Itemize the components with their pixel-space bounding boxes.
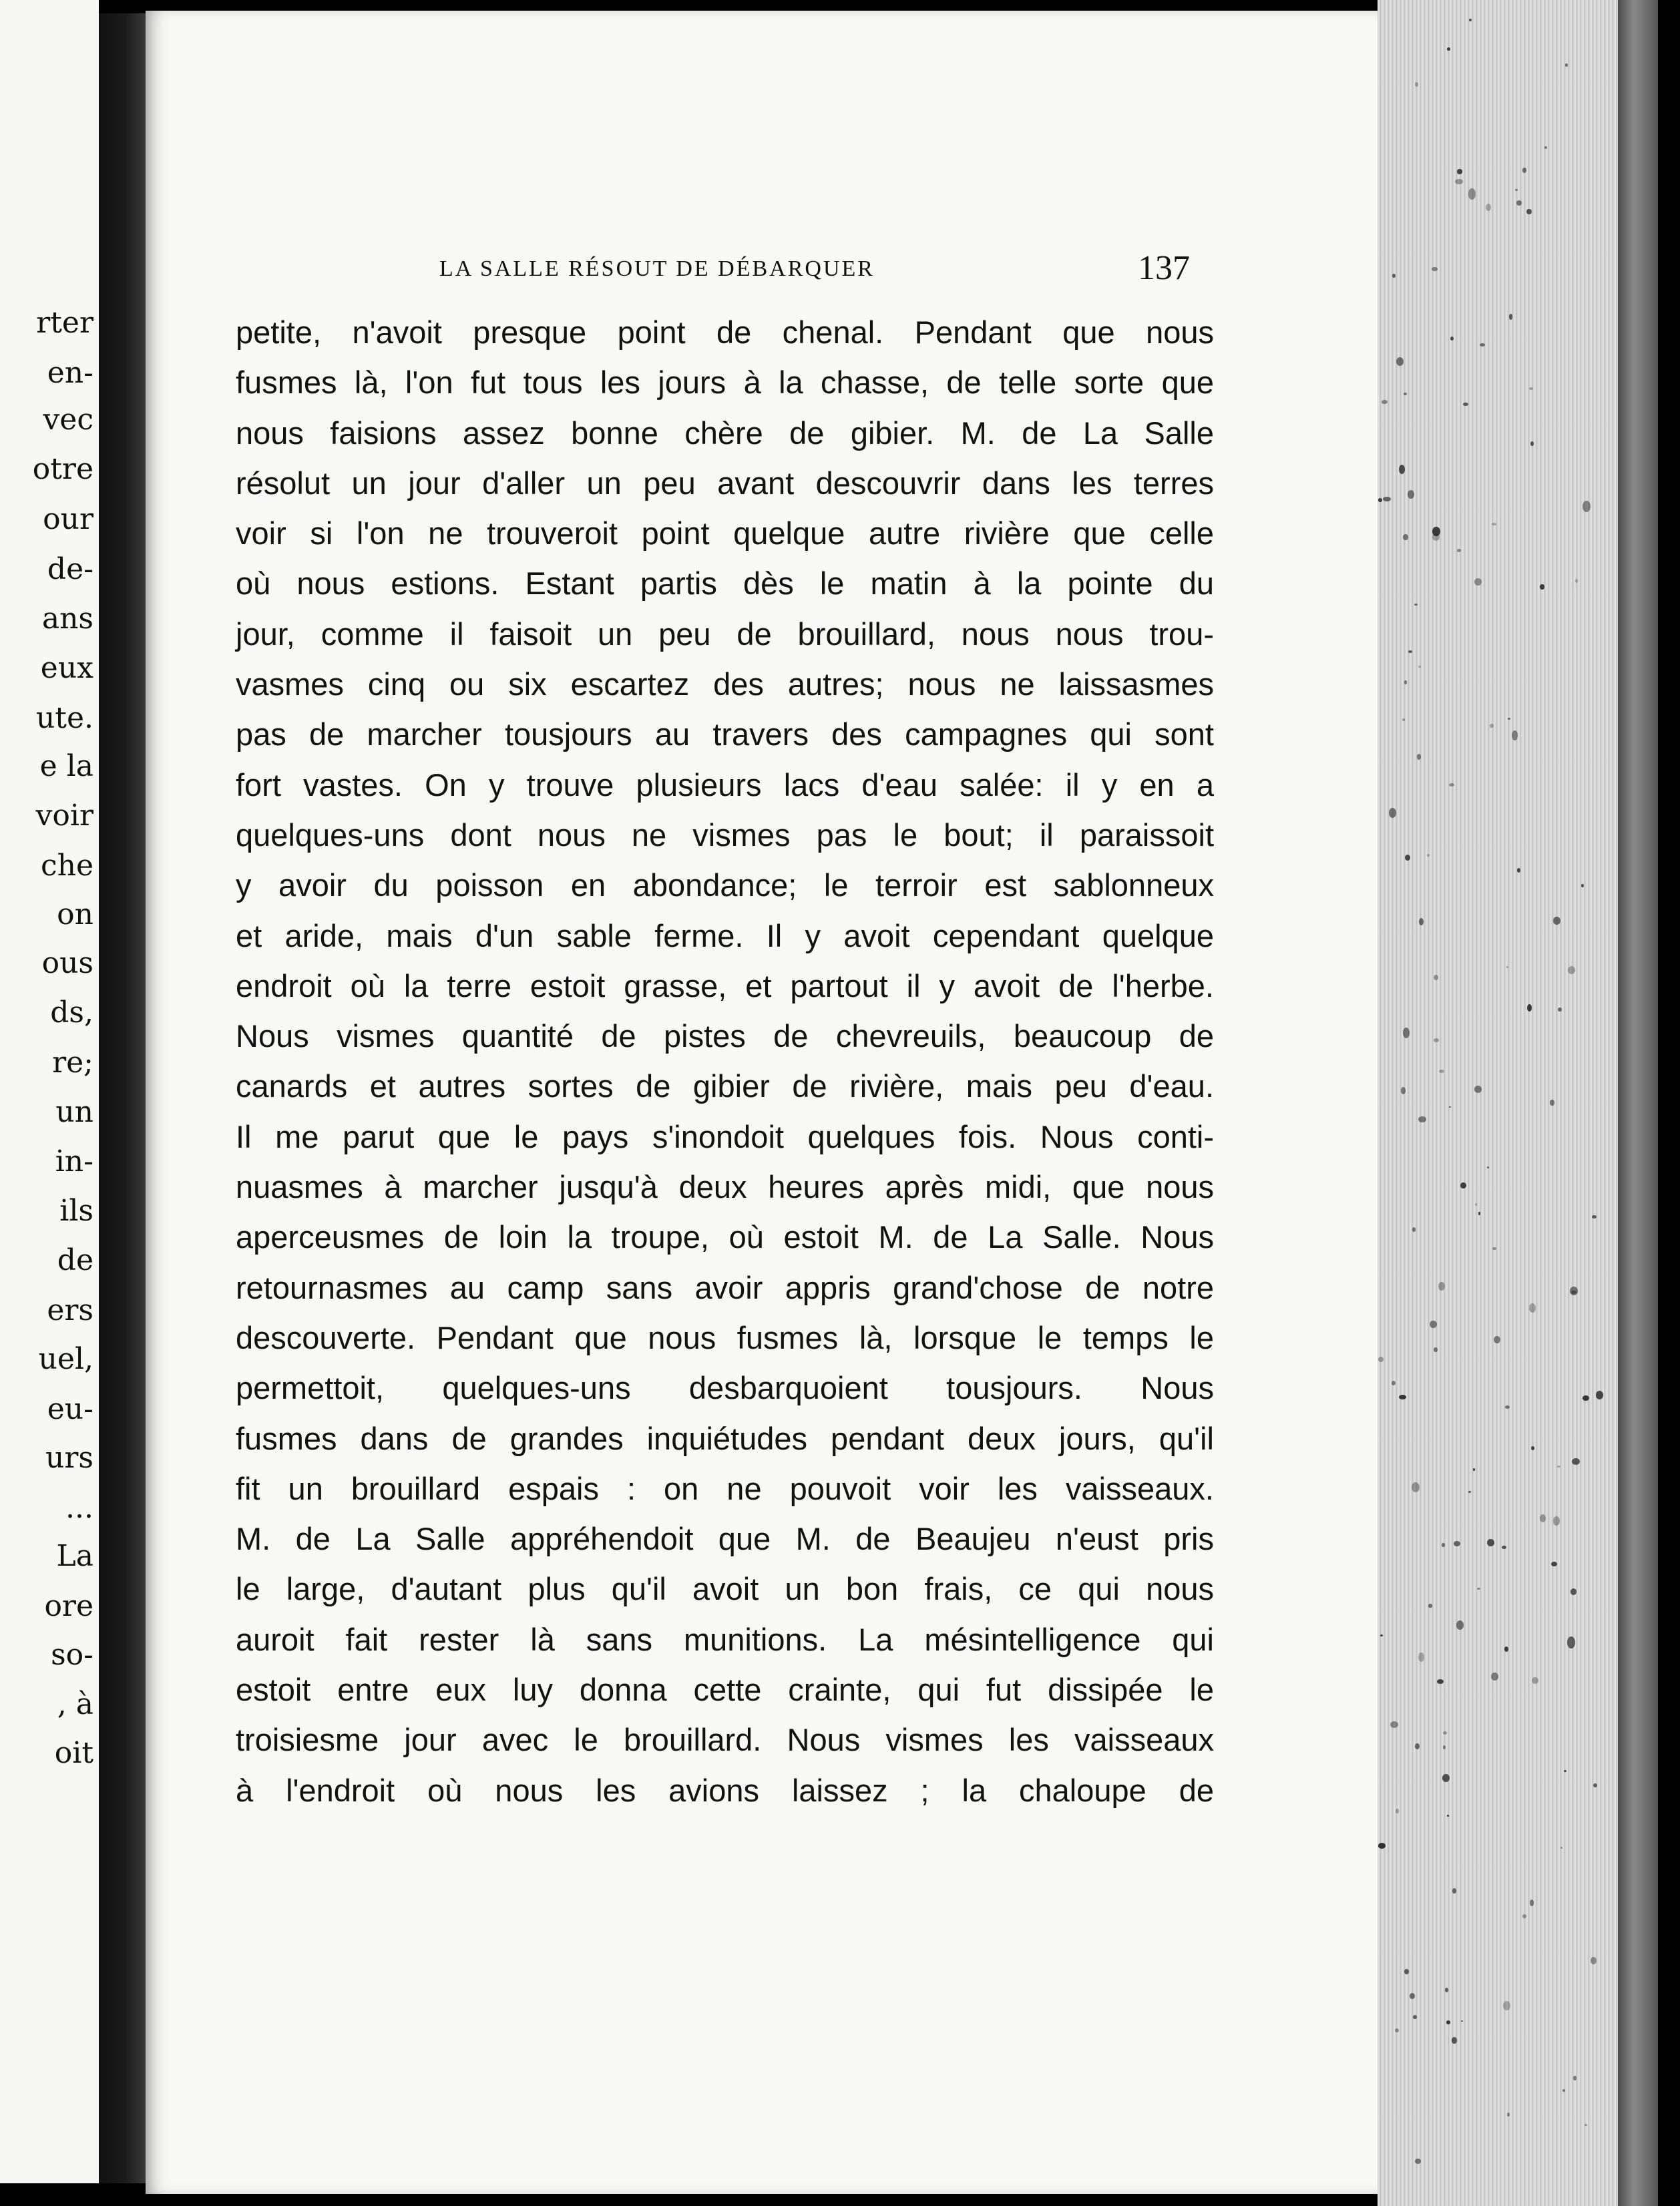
- paper-speck: [1456, 1620, 1464, 1630]
- previous-page-line-fragment: ers: [47, 1293, 93, 1327]
- previous-page-line-fragment: oit: [54, 1736, 93, 1770]
- previous-page-line-fragment: che: [40, 849, 93, 883]
- paper-speck: [1414, 604, 1417, 606]
- previous-page-line-fragment: uel,: [38, 1342, 93, 1376]
- previous-page-line-fragment: ans: [41, 602, 93, 636]
- previous-page-fragment: [0, 0, 99, 2183]
- paper-speck: [1383, 497, 1391, 501]
- paper-speck: [1418, 1652, 1424, 1662]
- paper-speck: [1550, 1100, 1554, 1106]
- paper-speck: [1515, 189, 1518, 191]
- paper-speck: [1404, 680, 1408, 684]
- paper-speck: [1592, 1215, 1597, 1219]
- text-line: fort vastes. On y trouve plusieurs lacs d'eau salée: il y en a: [236, 766, 1214, 803]
- paper-speck: [1491, 1673, 1498, 1681]
- text-line: le large, d'autant plus qu'il avoit un bon frais, ce qui nous: [236, 1571, 1214, 1607]
- paper-speck: [1560, 1847, 1562, 1849]
- paper-speck: [1527, 1004, 1532, 1012]
- previous-page-line-fragment: ils: [59, 1194, 93, 1228]
- paper-speck: [1382, 400, 1388, 403]
- text-line: canards et autres sortes de gibier de rivière, mais peu d'eau.: [236, 1068, 1214, 1104]
- paper-speck: [1418, 1116, 1426, 1122]
- paper-speck: [1570, 1287, 1578, 1295]
- paper-speck: [1562, 2089, 1565, 2092]
- text-line: retournasmes au camp sans avoir appris grand'chose de notre: [236, 1269, 1214, 1305]
- paper-speck: [1557, 1466, 1560, 1468]
- paper-speck: [1434, 975, 1438, 980]
- previous-page-line-fragment: , à: [57, 1687, 93, 1721]
- paper-speck: [1396, 357, 1404, 366]
- paper-speck: [1463, 403, 1468, 406]
- paper-speck: [1490, 724, 1493, 727]
- previous-page-line-fragment: e la: [39, 749, 93, 783]
- paper-speck: [1396, 1809, 1398, 1813]
- running-head: [439, 249, 1267, 292]
- paper-speck: [1516, 200, 1522, 206]
- paper-speck: [1449, 1106, 1451, 1108]
- previous-page-line-fragment: ...: [65, 1491, 93, 1525]
- paper-speck: [1468, 188, 1476, 199]
- paper-speck: [1442, 1774, 1449, 1782]
- paper-speck: [1408, 650, 1412, 653]
- paper-speck: [1565, 63, 1568, 67]
- paper-speck: [1455, 179, 1462, 184]
- paper-speck: [1570, 1588, 1577, 1594]
- paper-speck: [1389, 808, 1396, 817]
- text-line: auroit fait rester là sans munitions. La mésintelligence qui: [236, 1621, 1214, 1657]
- paper-speck: [1507, 2113, 1510, 2117]
- paper-speck: [1450, 337, 1454, 341]
- paper-speck: [1428, 1604, 1432, 1607]
- paper-speck: [1492, 523, 1496, 525]
- paper-speck: [1596, 1391, 1603, 1399]
- text-line: fusmes dans de grandes inquiétudes pendant deux jours, qu'il: [236, 1420, 1214, 1456]
- paper-speck: [1434, 1347, 1437, 1352]
- paper-speck: [1544, 146, 1547, 149]
- paper-speck: [1591, 1957, 1596, 1964]
- text-line: et aride, mais d'un sable ferme. Il y avoit cependant quelque: [236, 917, 1214, 953]
- previous-page-line-fragment: our: [43, 502, 93, 536]
- previous-page-line-fragment: de-: [47, 552, 93, 586]
- paper-speck: [1540, 1514, 1546, 1523]
- paper-speck: [1404, 393, 1408, 395]
- previous-page-line-fragment: La: [56, 1539, 93, 1573]
- paper-speck: [1583, 501, 1591, 511]
- paper-speck: [1508, 718, 1510, 720]
- page-edges-shadow: [1618, 0, 1658, 2206]
- paper-speck: [1432, 267, 1438, 271]
- paper-speck: [1505, 1405, 1510, 1409]
- paper-speck: [1460, 1182, 1466, 1188]
- book-page: [146, 11, 1378, 2194]
- text-line: y avoir du poisson en abondance; le terroir est sablonneux: [236, 867, 1214, 903]
- paper-speck: [1553, 917, 1560, 925]
- text-line: Il me parut que le pays s'inondoit quelques fois. Nous conti-: [236, 1118, 1214, 1154]
- paper-speck: [1446, 2020, 1450, 2024]
- book-gutter: [99, 13, 146, 2183]
- text-line: quelques-uns dont nous ne vismes pas le bout; il paraissoit: [236, 817, 1214, 853]
- previous-page-line-fragment: on: [57, 897, 93, 931]
- paper-speck: [1568, 966, 1575, 974]
- paper-speck: [1585, 2124, 1588, 2126]
- paper-speck: [1404, 1969, 1410, 1974]
- paper-speck: [1457, 549, 1461, 552]
- previous-page-line-fragment: vec: [43, 403, 93, 437]
- body-text: [236, 307, 1214, 1815]
- paper-speck: [1509, 314, 1513, 320]
- paper-speck: [1417, 754, 1422, 760]
- paper-speck: [1567, 1636, 1575, 1648]
- paper-speck: [1415, 82, 1418, 87]
- paper-speck: [1380, 1634, 1383, 1636]
- paper-speck: [1390, 1721, 1398, 1728]
- paper-speck: [1474, 1086, 1482, 1093]
- paper-speck: [1392, 274, 1396, 278]
- paper-speck: [1474, 578, 1482, 586]
- text-line: nous faisions assez bonne chère de gibier. M. de La Salle: [236, 415, 1214, 451]
- text-line: pas de marcher tousjours au travers des campagnes qui sont: [236, 716, 1214, 752]
- paper-speck: [1530, 1900, 1534, 1906]
- paper-speck: [1573, 2076, 1577, 2080]
- paper-speck: [1583, 1395, 1589, 1401]
- paper-speck: [1445, 1988, 1448, 1992]
- paper-speck: [1432, 527, 1440, 536]
- paper-speck: [1442, 1543, 1445, 1548]
- paper-speck: [1401, 1087, 1406, 1094]
- paper-speck: [1540, 584, 1544, 590]
- paper-speck: [1378, 498, 1382, 502]
- paper-speck: [1532, 1677, 1538, 1684]
- paper-speck: [1551, 1562, 1557, 1566]
- paper-speck: [1412, 1482, 1420, 1492]
- previous-page-line-fragment: ous: [41, 946, 93, 980]
- previous-page-line-fragment: ore: [44, 1589, 93, 1623]
- paper-speck: [1478, 1212, 1481, 1215]
- paper-speck: [1402, 718, 1405, 721]
- paper-speck: [1419, 918, 1424, 925]
- previous-page-line-fragment: rter: [36, 306, 93, 340]
- paper-speck: [1522, 1914, 1526, 1918]
- paper-speck: [1492, 1247, 1496, 1251]
- paper-speck: [1504, 1646, 1508, 1652]
- previous-page-line-fragment: urs: [45, 1441, 93, 1475]
- paper-speck: [1447, 1815, 1449, 1817]
- text-line: petite, n'avoit presque point de chenal. Pendant que nous: [236, 314, 1214, 350]
- paper-speck: [1461, 2020, 1464, 2022]
- paper-speck: [1405, 855, 1410, 861]
- previous-page-line-fragment: de: [57, 1243, 93, 1277]
- paper-speck: [1403, 1028, 1410, 1038]
- paper-speck: [1531, 1446, 1534, 1450]
- paper-speck: [1399, 1395, 1407, 1399]
- paper-speck: [1502, 1546, 1506, 1549]
- paper-speck: [1443, 1731, 1447, 1735]
- paper-speck: [1522, 168, 1526, 173]
- text-line: fusmes là, l'on fut tous les jours à la chasse, de telle sorte que: [236, 365, 1214, 401]
- text-line: où nous estions. Estant partis dès le matin à la pointe du: [236, 566, 1214, 602]
- paper-speck: [1413, 2015, 1417, 2019]
- text-line: M. de La Salle appréhendoit que M. de Beaujeu n'eust pris: [236, 1521, 1214, 1557]
- text-line: jour, comme il faisoit un peu de brouillard, nous nous trou-: [236, 616, 1214, 652]
- running-title: LA SALLE RÉSOUT DE DÉBARQUER: [439, 256, 875, 281]
- paper-speck: [1512, 730, 1518, 740]
- paper-speck: [1503, 2001, 1510, 2010]
- text-line: voir si l'on ne trouveroit point quelque autre rivière que celle: [236, 515, 1214, 552]
- paper-speck: [1449, 783, 1454, 787]
- previous-page-line-fragment: ds,: [50, 996, 93, 1030]
- paper-speck: [1477, 1588, 1481, 1590]
- paper-speck: [1439, 1070, 1444, 1073]
- previous-page-line-fragment: un: [55, 1095, 93, 1129]
- paper-speck: [1575, 579, 1578, 583]
- paper-speck: [1530, 441, 1534, 446]
- paper-speck: [1486, 204, 1491, 210]
- previous-page-line-fragment: so-: [51, 1638, 93, 1672]
- text-line: endroit où la terre estoit grasse, et partout il y avoit de l'herbe.: [236, 967, 1214, 1004]
- paper-speck: [1473, 1468, 1476, 1470]
- paper-speck: [1378, 1843, 1386, 1848]
- paper-speck: [1418, 666, 1421, 668]
- paper-speck: [1437, 1679, 1444, 1684]
- paper-speck: [1517, 868, 1520, 873]
- text-line: nuasmes à marcher jusqu'à deux heures après midi, que nous: [236, 1169, 1214, 1205]
- paper-speck: [1403, 534, 1408, 540]
- paper-speck: [1526, 209, 1531, 214]
- previous-page-line-fragment: en-: [47, 356, 93, 390]
- paper-speck: [1447, 47, 1450, 51]
- paper-speck: [1415, 1743, 1419, 1749]
- previous-page-line-fragment: eux: [40, 651, 93, 685]
- paper-speck: [1415, 2159, 1421, 2164]
- previous-page-line-fragment: voir: [35, 799, 93, 833]
- paper-speck: [1452, 1888, 1456, 1893]
- paper-speck: [1553, 1516, 1560, 1526]
- paper-speck: [1434, 1038, 1439, 1042]
- text-line: descouverte. Pendant que nous fusmes là, lorsque le temps le: [236, 1319, 1214, 1355]
- text-line: fit un brouillard espais : on ne pouvoit voir les vaisseaux.: [236, 1470, 1214, 1506]
- paper-speck: [1378, 1357, 1383, 1362]
- previous-page-line-fragment: eu-: [47, 1392, 93, 1426]
- paper-speck: [1487, 1539, 1494, 1546]
- scan-border: [1658, 0, 1680, 2206]
- paper-speck: [1506, 966, 1508, 968]
- paper-speck: [1494, 1336, 1500, 1343]
- previous-page-line-fragment: otre: [32, 452, 93, 486]
- paper-speck: [1572, 1458, 1580, 1465]
- text-line: Nous vismes quantité de pistes de chevreuils, beaucoup de: [236, 1018, 1214, 1054]
- text-line: permettoit, quelques-uns desbarquoient tousjours. Nous: [236, 1370, 1214, 1406]
- paper-speck: [1452, 2037, 1456, 2043]
- paper-speck: [1443, 1745, 1446, 1749]
- previous-page-line-fragment: in-: [55, 1144, 93, 1178]
- paper-speck: [1529, 387, 1533, 390]
- paper-speck: [1564, 1770, 1566, 1772]
- paper-speck: [1593, 1783, 1597, 1787]
- paper-speck: [1427, 854, 1430, 857]
- text-line: estoit entre eux luy donna cette crainte, qui fut dissipée le: [236, 1672, 1214, 1708]
- paper-speck: [1469, 19, 1472, 21]
- page-edges: [1378, 0, 1658, 2206]
- text-line: aperceusmes de loin la troupe, où estoit M. de La Salle. Nous: [236, 1219, 1214, 1255]
- paper-speck: [1408, 490, 1414, 498]
- paper-speck: [1410, 1993, 1415, 1999]
- text-line: vasmes cinq ou six escartez des autres; nous ne laissasmes: [236, 666, 1214, 702]
- paper-speck: [1438, 1282, 1445, 1291]
- paper-speck: [1399, 465, 1405, 474]
- paper-speck: [1454, 1541, 1460, 1546]
- paper-speck: [1457, 169, 1463, 174]
- text-line: résolut un jour d'aller un peu avant descouvrir dans les terres: [236, 465, 1214, 501]
- paper-speck: [1395, 2028, 1399, 2032]
- paper-speck: [1475, 1203, 1477, 1206]
- paper-speck: [1529, 1303, 1536, 1313]
- previous-page-line-fragment: ute.: [35, 701, 93, 735]
- text-line: troisiesme jour avec le brouillard. Nous vismes les vaisseaux: [236, 1722, 1214, 1758]
- text-line: à l'endroit où nous les avions laissez ; la chaloupe de: [236, 1772, 1214, 1808]
- paper-speck: [1480, 343, 1485, 347]
- paper-speck: [1558, 1008, 1562, 1012]
- previous-page-line-fragment: re;: [52, 1046, 93, 1080]
- paper-speck: [1412, 1227, 1416, 1232]
- paper-speck: [1581, 884, 1584, 887]
- paper-speck: [1487, 1166, 1490, 1168]
- page-number: 137: [1138, 249, 1190, 287]
- paper-speck: [1430, 1321, 1437, 1329]
- paper-speck: [1468, 1491, 1471, 1492]
- paper-speck: [1392, 1381, 1396, 1385]
